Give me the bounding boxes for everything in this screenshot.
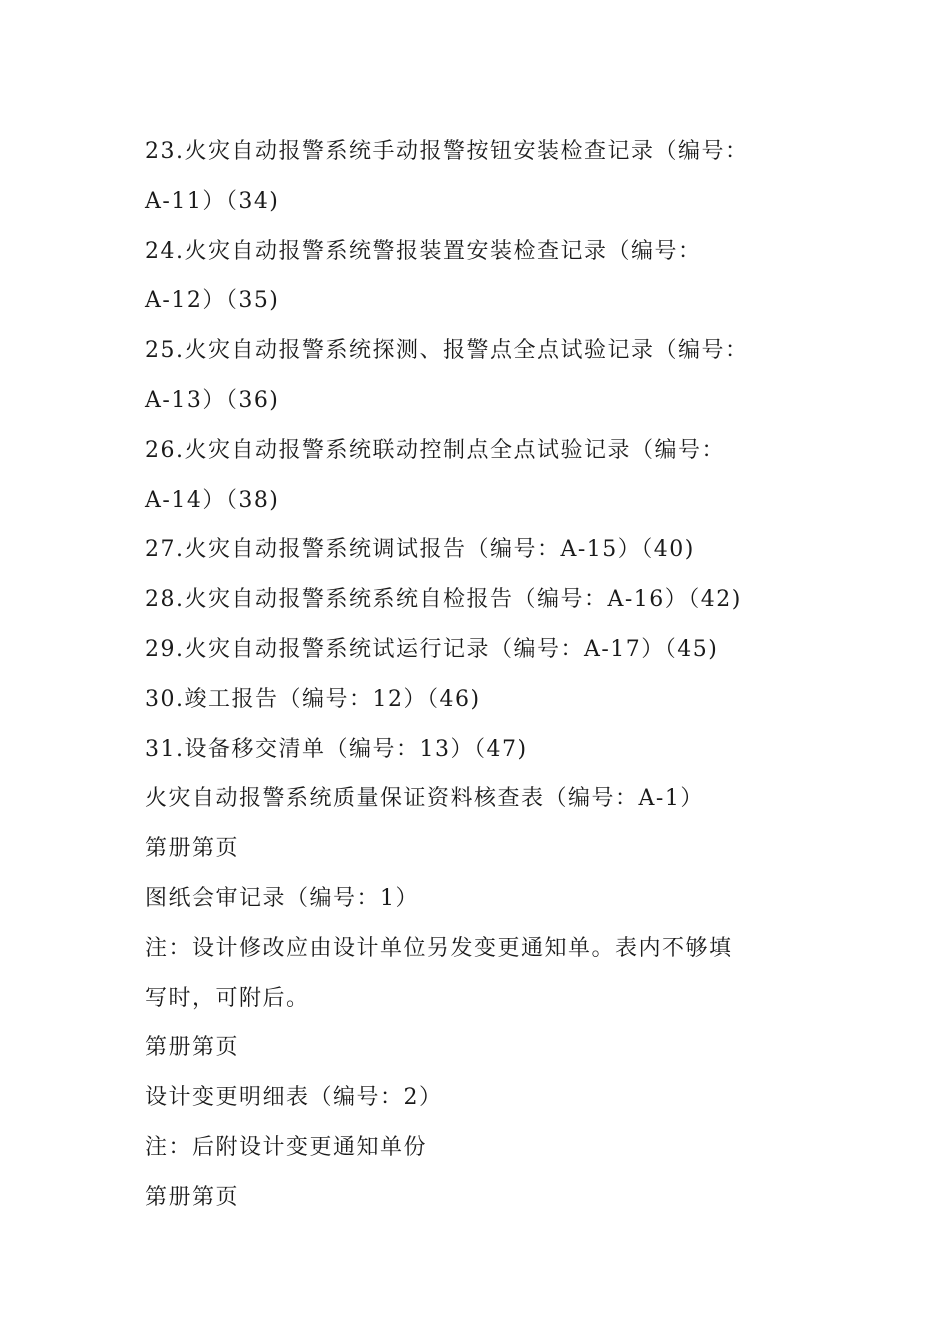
toc-entry-24-continued: A-12）（35) (145, 288, 280, 314)
section-heading-quality-checklist: 火灾自动报警系统质量保证资料核查表（编号：A-1） (145, 786, 704, 812)
toc-entry-30: 30.竣工报告（编号：12）（46) (145, 686, 481, 712)
toc-entry-26: 26.火灾自动报警系统联动控制点全点试验记录（编号： (145, 437, 725, 463)
toc-entry-23: 23.火灾自动报警系统手动报警按钮安装检查记录（编号： (145, 139, 749, 164)
toc-entry-29: 29.火灾自动报警系统试运行记录（编号：A-17）（45) (145, 636, 719, 662)
section-heading-design-change: 设计变更明细表（编号：2） (145, 1085, 443, 1111)
section-heading-drawing-review: 图纸会审记录（编号：1） (145, 885, 419, 911)
toc-entry-23-continued: A-11）（34) (145, 188, 280, 214)
volume-page-marker: 第册第页 (145, 1184, 240, 1210)
toc-entry-24: 24.火灾自动报警系统警报装置安装检查记录（编号： (145, 238, 702, 264)
toc-entry-27: 27.火灾自动报警系统调试报告（编号：A-15）（40) (145, 537, 695, 563)
note-text: 注：设计修改应由设计单位另发变更通知单。表内不够填 (145, 935, 733, 961)
toc-entry-25-continued: A-13）（36) (145, 387, 280, 413)
note-text: 注：后附设计变更通知单份 (145, 1134, 428, 1160)
toc-entry-31: 31.设备移交清单（编号：13）（47) (145, 736, 528, 762)
toc-entry-25: 25.火灾自动报警系统探测、报警点全点试验记录（编号： (145, 338, 749, 364)
toc-entry-26-continued: A-14）（38) (145, 487, 280, 513)
volume-page-marker: 第册第页 (145, 1035, 240, 1061)
toc-entry-28: 28.火灾自动报警系统系统自检报告（编号：A-16）（42) (145, 587, 742, 613)
note-text-continued: 写时，可附后。 (145, 985, 310, 1011)
document-body (145, 127, 810, 1223)
volume-page-marker: 第册第页 (145, 836, 240, 862)
